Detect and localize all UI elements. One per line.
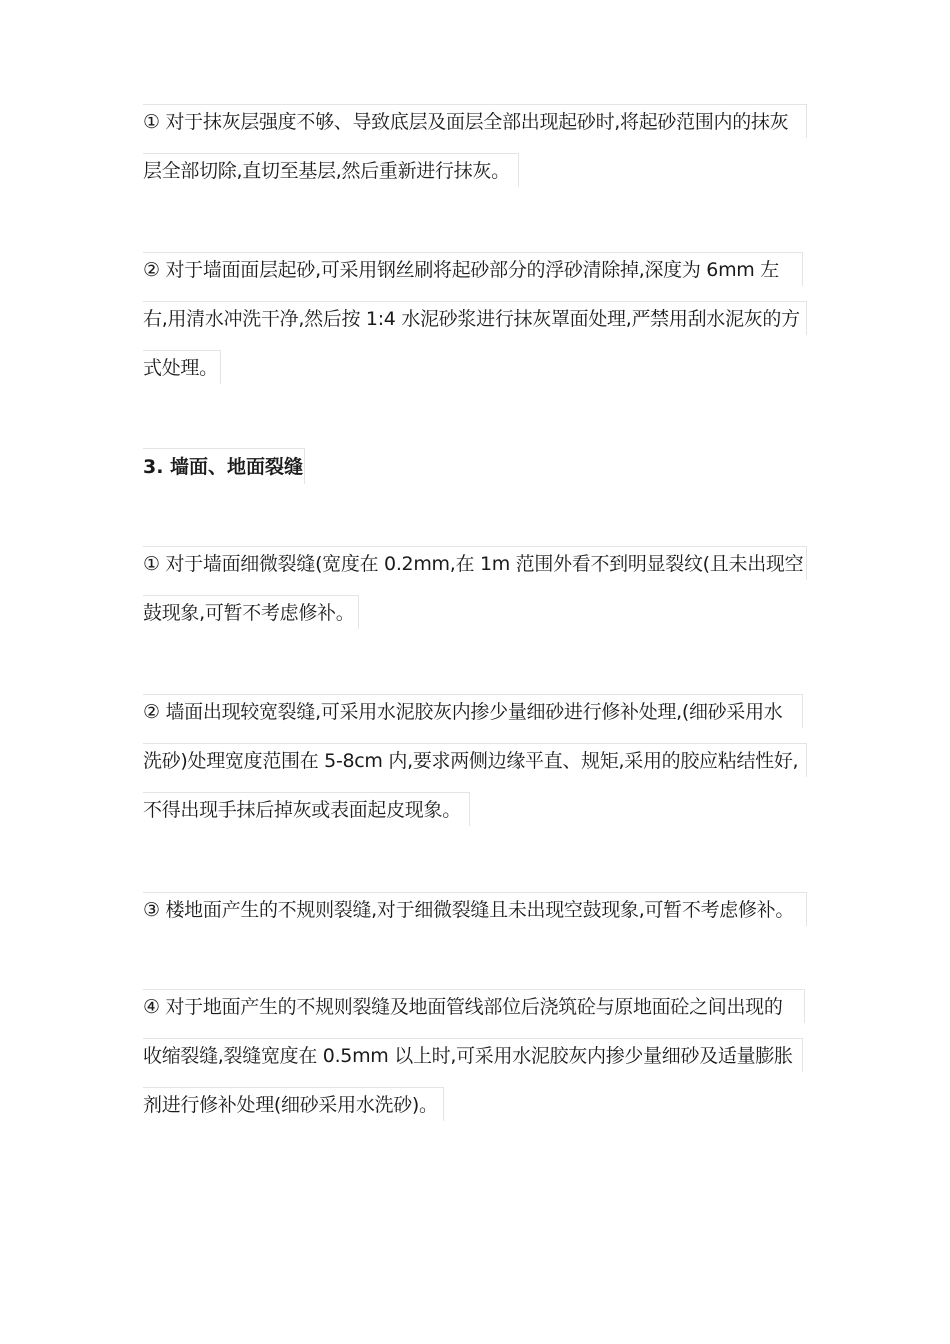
text-line: ② 对于墙面面层起砂,可采用钢丝刷将起砂部分的浮砂清除掉,深度为 6mm 左 <box>143 252 803 286</box>
text-line: 式处理。 <box>143 350 221 384</box>
section-heading: 3. 墙面、地面裂缝 <box>143 448 305 484</box>
text-line: 层全部切除,直切至基层,然后重新进行抹灰。 <box>143 153 519 187</box>
text-line: 收缩裂缝,裂缝宽度在 0.5mm 以上时,可采用水泥胶灰内掺少量细砂及适量膨胀 <box>143 1038 803 1072</box>
text-line: ② 墙面出现较宽裂缝,可采用水泥胶灰内掺少量细砂进行修补处理,(细砂采用水 <box>143 694 803 728</box>
text-line: 鼓现象,可暂不考虑修补。 <box>143 595 359 629</box>
text-line: ③ 楼地面产生的不规则裂缝,对于细微裂缝且未出现空鼓现象,可暂不考虑修补。 <box>143 892 807 926</box>
text-line: 洗砂)处理宽度范围在 5-8cm 内,要求两侧边缘平直、规矩,采用的胶应粘结性好, <box>143 743 807 777</box>
paragraph-sanding-wall-surface <box>143 252 807 384</box>
paragraph-wide-wall-cracks <box>143 694 807 826</box>
paragraph-sanding-plaster-layer <box>143 104 807 187</box>
text-line: ① 对于抹灰层强度不够、导致底层及面层全部出现起砂时,将起砂范围内的抹灰 <box>143 104 807 138</box>
paragraph-fine-wall-cracks <box>143 546 807 629</box>
paragraph-floor-irregular-cracks <box>143 892 807 926</box>
paragraph-floor-shrinkage-cracks <box>143 989 807 1121</box>
text-line: 不得出现手抹后掉灰或表面起皮现象。 <box>143 792 470 826</box>
text-line: ④ 对于地面产生的不规则裂缝及地面管线部位后浇筑砼与原地面砼之间出现的 <box>143 989 805 1023</box>
text-line: 剂进行修补处理(细砂采用水洗砂)。 <box>143 1087 444 1121</box>
text-line: 右,用清水冲洗干净,然后按 1:4 水泥砂浆进行抹灰罩面处理,严禁用刮水泥灰的方 <box>143 301 807 335</box>
text-line: ① 对于墙面细微裂缝(宽度在 0.2mm,在 1m 范围外看不到明显裂纹(且未出现空 <box>143 546 807 580</box>
